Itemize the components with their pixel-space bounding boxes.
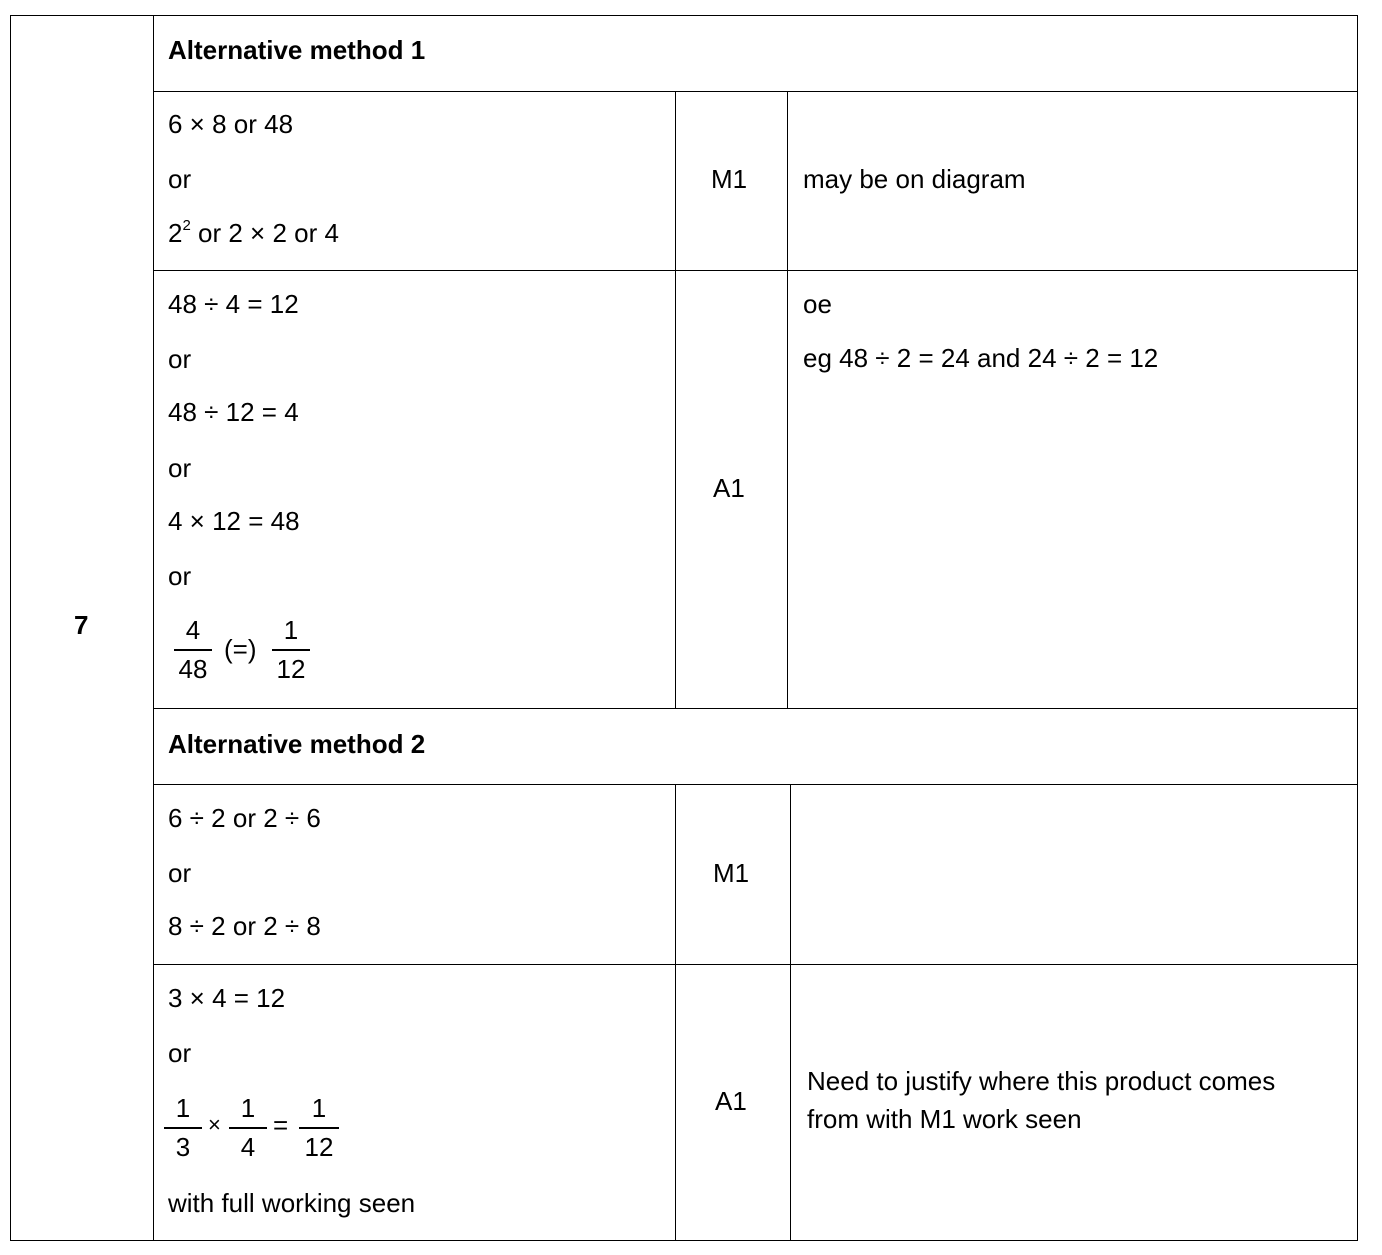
- comment: eg 48 ÷ 2 = 24 and 24 ÷ 2 = 12: [803, 343, 1159, 373]
- answer-line: 6 ÷ 2 or 2 ÷ 6: [168, 803, 321, 833]
- power-exponent: 2: [182, 217, 191, 235]
- fraction: [226, 1093, 270, 1162]
- answer-line: or: [168, 1038, 192, 1068]
- comment: from with M1 work seen: [807, 1104, 1082, 1134]
- fraction-numerator: 1: [240, 1093, 256, 1123]
- question-column-divider: [153, 15, 154, 1241]
- answer-line: or: [168, 344, 192, 374]
- fraction: [161, 1093, 205, 1162]
- answer-line: 8 ÷ 2 or 2 ÷ 8: [168, 911, 321, 941]
- answer-line: or: [168, 453, 192, 483]
- fraction: [171, 615, 215, 684]
- comment: oe: [803, 289, 832, 319]
- mark-column-divider: [675, 784, 676, 1241]
- answer-line: 3 × 4 = 12: [168, 983, 286, 1013]
- comment-column-divider: [790, 784, 791, 1241]
- table-bottom-border: [10, 1240, 1358, 1241]
- table-top-border: [10, 15, 1358, 16]
- comment-column-divider: [787, 91, 788, 709]
- fraction-numerator: 1: [283, 615, 299, 645]
- row-divider: [153, 784, 1358, 785]
- power-base: 2: [168, 218, 183, 248]
- answer-line: or: [168, 164, 192, 194]
- answer-line: 6 × 8 or 48: [168, 109, 294, 139]
- equals-sign: =: [273, 1110, 289, 1140]
- row-divider: [153, 91, 1358, 92]
- fraction-numerator: 1: [175, 1093, 191, 1123]
- fraction-numerator: 4: [185, 615, 201, 645]
- fraction-denominator: 48: [178, 654, 208, 684]
- fraction-denominator: 12: [276, 654, 306, 684]
- table-left-border: [10, 15, 11, 1241]
- fraction-numerator: 1: [311, 1093, 327, 1123]
- fraction: [269, 615, 313, 684]
- answer-line: 48 ÷ 12 = 4: [168, 397, 299, 427]
- answer-line: 4 × 12 = 48: [168, 506, 300, 536]
- times-sign: ×: [208, 1112, 221, 1137]
- fraction-denominator: 4: [240, 1132, 256, 1162]
- method1-heading: Alternative method 1: [168, 35, 426, 65]
- answer-line: with full working seen: [168, 1188, 416, 1218]
- fraction-bar: [229, 1127, 267, 1129]
- method2-heading: Alternative method 2: [168, 729, 426, 759]
- row-divider: [153, 270, 1358, 271]
- answer-line: or: [168, 561, 192, 591]
- mark-label: M1: [713, 858, 750, 888]
- row-divider: [153, 964, 1358, 965]
- mark-label: A1: [713, 473, 745, 503]
- answer-line: or: [168, 858, 192, 888]
- comment: may be on diagram: [803, 164, 1026, 194]
- fraction-bar: [164, 1127, 202, 1129]
- mark-label: M1: [711, 164, 748, 194]
- answer-line-power: [168, 218, 339, 248]
- fraction: [296, 1093, 342, 1162]
- row-divider: [153, 708, 1358, 709]
- fraction-bar: [272, 649, 310, 651]
- question-number: 7: [74, 610, 89, 640]
- equals-sign: (=): [224, 634, 257, 664]
- fraction-denominator: 3: [175, 1132, 191, 1162]
- power-rest: or 2 × 2 or 4: [190, 218, 339, 248]
- table-right-border: [1357, 15, 1358, 1241]
- fraction-denominator: 12: [304, 1132, 334, 1162]
- mark-column-divider: [675, 91, 676, 709]
- fraction-bar: [299, 1127, 339, 1129]
- answer-line: 48 ÷ 4 = 12: [168, 289, 299, 319]
- mark-label: A1: [715, 1086, 747, 1116]
- fraction-bar: [174, 649, 212, 651]
- comment: Need to justify where this product comes: [807, 1066, 1276, 1096]
